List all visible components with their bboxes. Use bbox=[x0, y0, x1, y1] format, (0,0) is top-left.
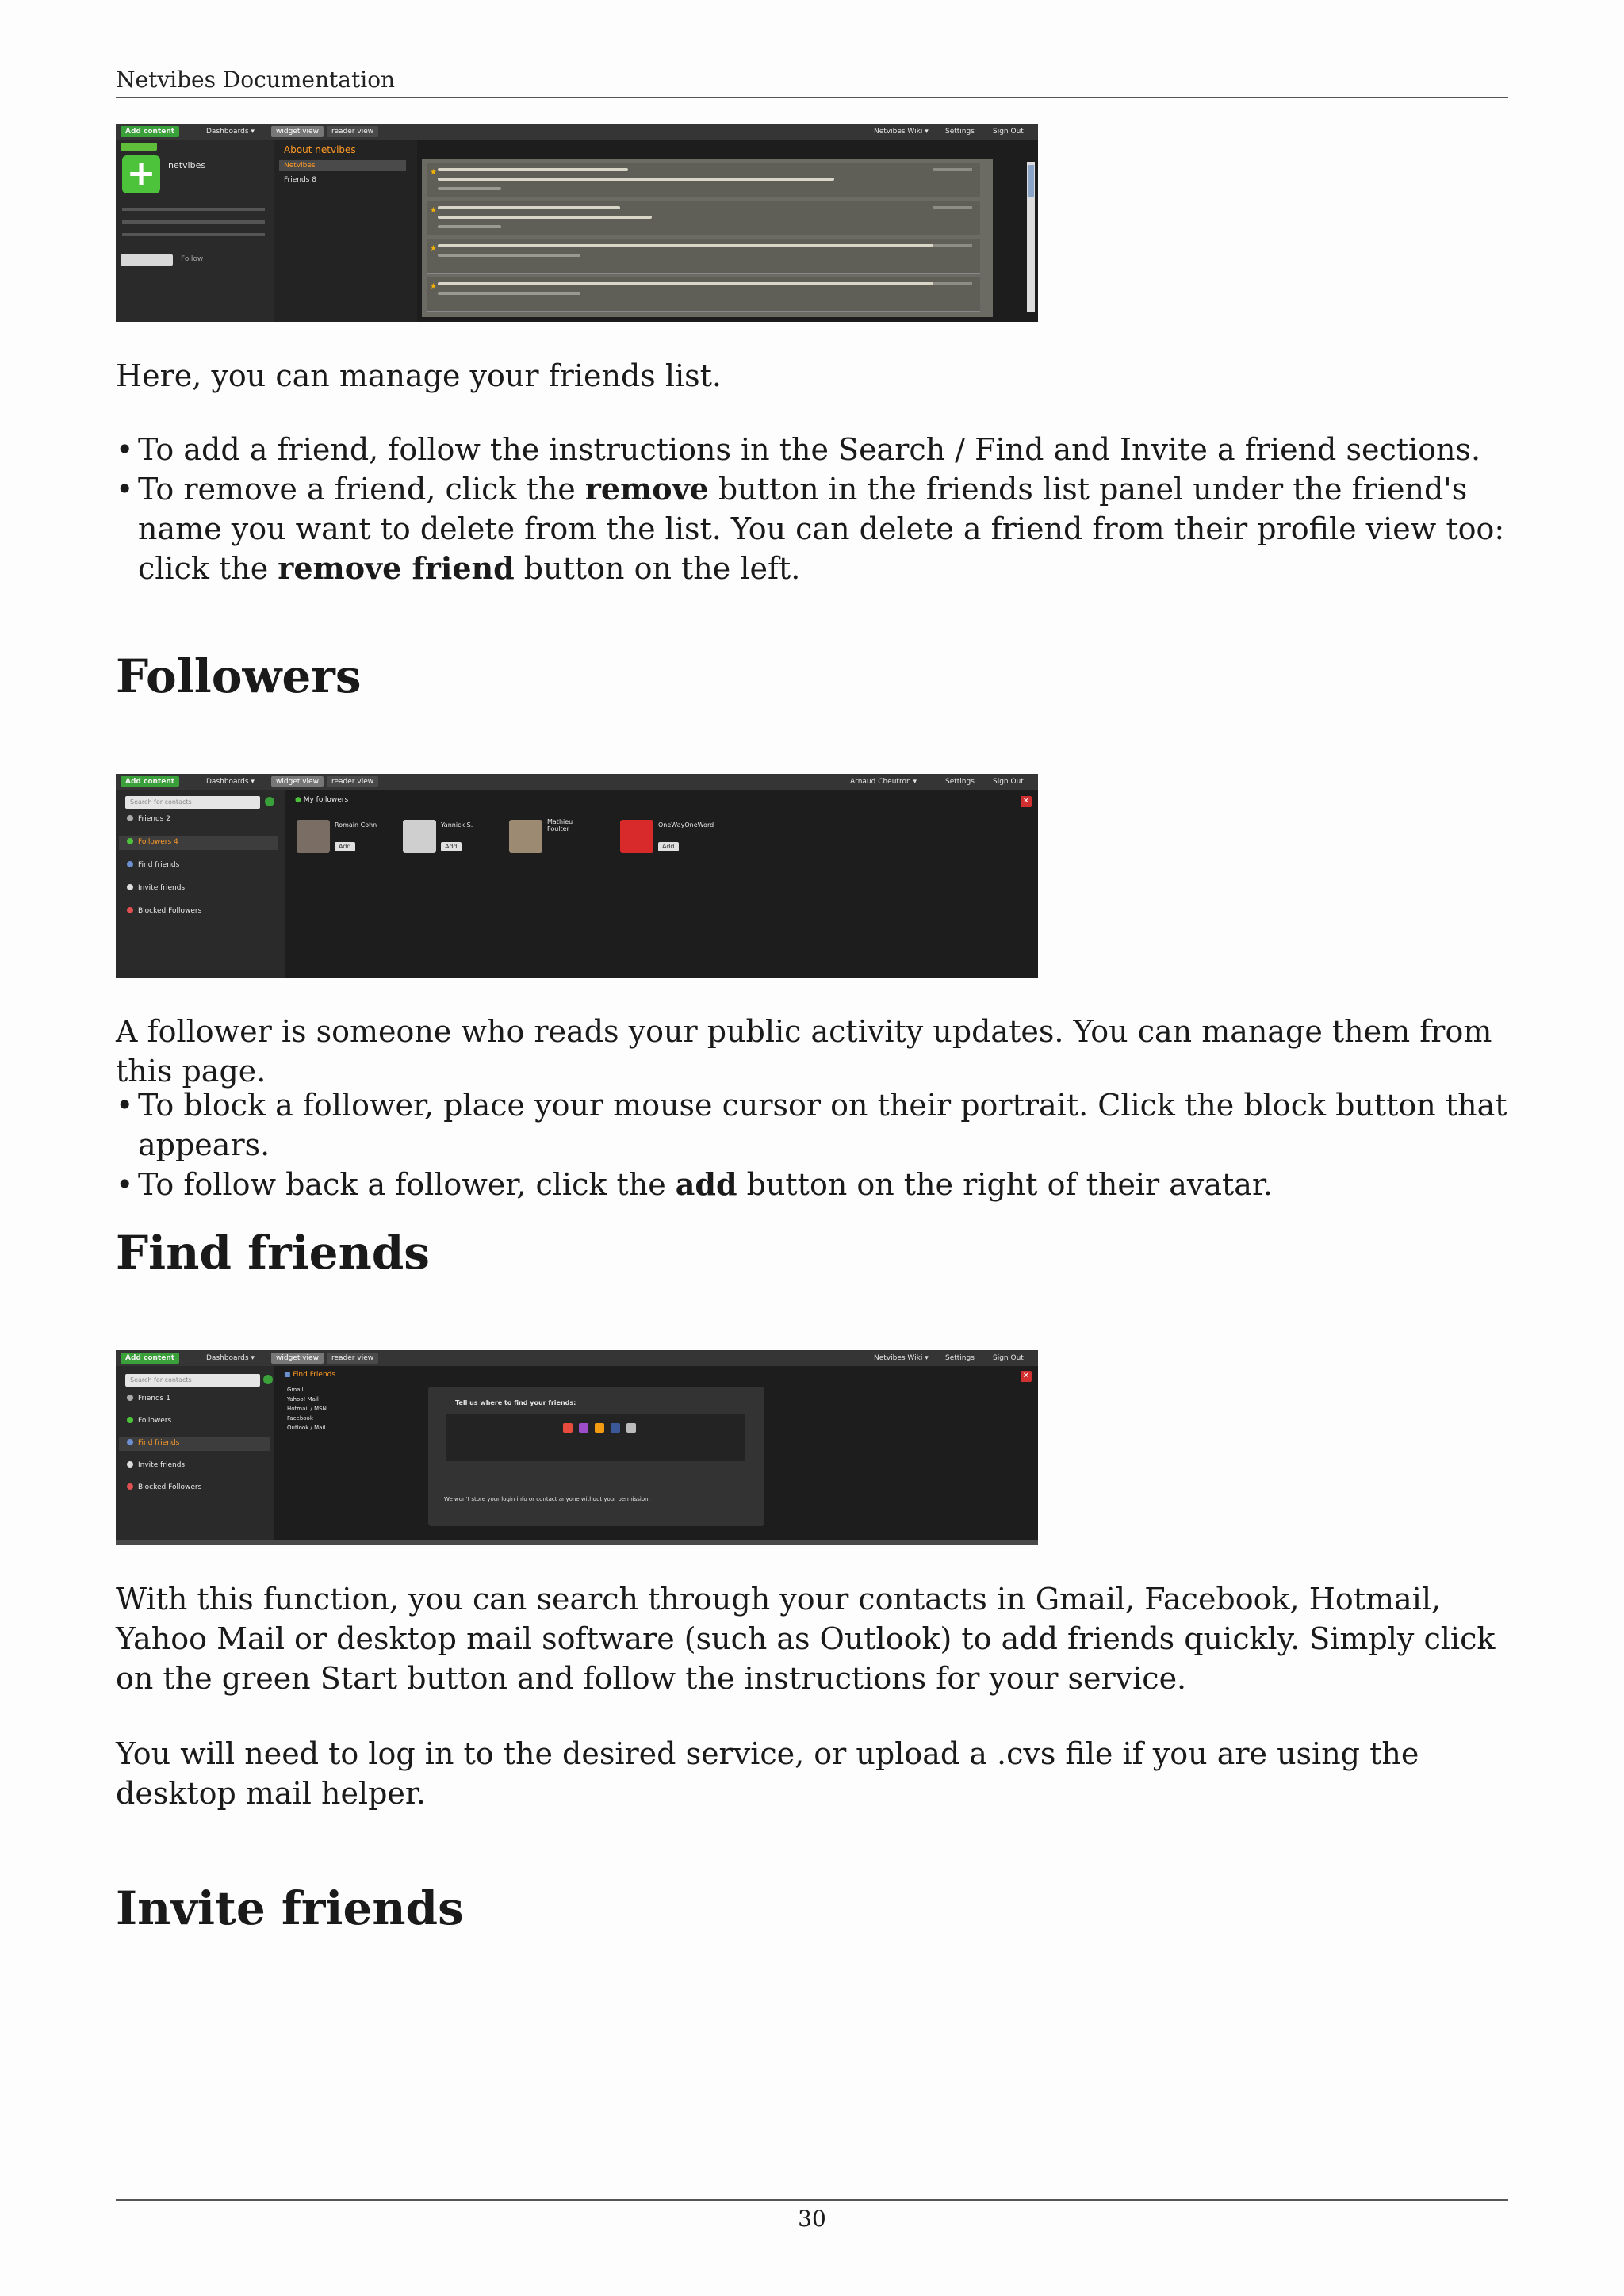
new-badge bbox=[121, 143, 157, 151]
close-icon[interactable]: ✕ bbox=[1021, 1371, 1032, 1382]
profile-sidebar bbox=[116, 140, 274, 322]
find-friends-box bbox=[428, 1387, 764, 1526]
followers-icon bbox=[127, 838, 133, 844]
info-line bbox=[122, 208, 265, 211]
remove-friend-button[interactable] bbox=[121, 254, 173, 266]
yahoo-icon[interactable] bbox=[579, 1423, 588, 1433]
settings-link[interactable]: Settings bbox=[945, 128, 975, 136]
search-input[interactable]: Search for contacts bbox=[125, 796, 260, 809]
wiki-menu[interactable]: Netvibes Wiki ▾ bbox=[874, 1354, 929, 1362]
profile-name: netvibes bbox=[168, 160, 206, 170]
facebook-icon[interactable] bbox=[611, 1423, 620, 1433]
friends-icon bbox=[127, 815, 133, 821]
add-button[interactable]: Add bbox=[335, 842, 355, 851]
service-hotmail[interactable]: Hotmail / MSN bbox=[287, 1406, 327, 1412]
find-friends-paragraph-2: You will need to log in to the desired service, or upload a .cvs file if you are using the desktop mail helper. bbox=[116, 1736, 1419, 1811]
sign-out-link[interactable]: Sign Out bbox=[993, 1354, 1024, 1362]
sidebar-item-blocked[interactable]: Blocked Followers bbox=[127, 1483, 201, 1491]
feed-item bbox=[427, 239, 980, 274]
followers-bullets bbox=[116, 1085, 1511, 1204]
feed-item bbox=[427, 277, 980, 312]
sidebar-item-blocked[interactable]: Blocked Followers bbox=[127, 907, 201, 915]
profile-screenshot bbox=[116, 124, 1038, 322]
toolbar bbox=[116, 774, 1038, 790]
settings-link[interactable]: Settings bbox=[945, 778, 975, 786]
widget-view-tab[interactable]: widget view bbox=[271, 126, 324, 137]
list-item: • To block a follower, place your mouse cursor on their portrait. Click the block button that appears. bbox=[116, 1085, 1511, 1165]
profile-tabs-column bbox=[274, 140, 417, 322]
follower-name: Mathieu Foulter bbox=[547, 818, 573, 832]
find-friends-heading: Find friends bbox=[116, 1226, 430, 1280]
toolbar bbox=[116, 1350, 1038, 1366]
box-title: Tell us where to find your friends: bbox=[455, 1399, 576, 1406]
list-item: • To follow back a follower, click the add button on the right of their avatar. bbox=[116, 1165, 1511, 1204]
close-icon[interactable]: ✕ bbox=[1021, 796, 1032, 807]
search-go-icon[interactable] bbox=[265, 797, 274, 806]
settings-link[interactable]: Settings bbox=[945, 1354, 975, 1362]
gmail-icon[interactable] bbox=[563, 1423, 573, 1433]
friends-sidebar bbox=[116, 790, 285, 978]
avatar[interactable] bbox=[509, 820, 542, 853]
plus-logo-icon: + bbox=[122, 155, 160, 193]
sidebar-item-followers[interactable]: Followers 4 bbox=[127, 838, 178, 846]
dashboards-menu[interactable]: Dashboards ▾ bbox=[206, 1354, 255, 1362]
sidebar-item-find-friends[interactable]: Find friends bbox=[127, 861, 179, 869]
invite-icon bbox=[127, 1461, 133, 1468]
header-rule bbox=[116, 97, 1508, 98]
feed-item bbox=[427, 201, 980, 235]
service-outlook[interactable]: Outlook / Mail bbox=[287, 1425, 326, 1431]
friends-icon bbox=[127, 1395, 133, 1401]
avatar[interactable] bbox=[403, 820, 436, 853]
sidebar-item-invite-friends[interactable]: Invite friends bbox=[127, 884, 185, 892]
feed-scrollbar[interactable] bbox=[1027, 162, 1035, 312]
add-button[interactable]: Add bbox=[441, 842, 462, 851]
running-header: Netvibes Documentation bbox=[116, 67, 396, 93]
sign-out-link[interactable]: Sign Out bbox=[993, 778, 1024, 786]
list-item: • To add a friend, follow the instructions in the Search / Find and Invite a friend sections. bbox=[116, 430, 1511, 469]
service-facebook[interactable]: Facebook bbox=[287, 1415, 313, 1422]
blocked-icon bbox=[127, 907, 133, 913]
tab-friends[interactable]: Friends 8 bbox=[284, 176, 316, 184]
follow-link[interactable]: Follow bbox=[181, 255, 204, 263]
box-note: We won't store your login info or contact anyone without your permission. bbox=[444, 1496, 650, 1502]
invite-friends-heading: Invite friends bbox=[116, 1881, 464, 1935]
service-gmail[interactable]: Gmail bbox=[287, 1387, 304, 1393]
info-line bbox=[122, 233, 265, 236]
star-icon: ★ bbox=[430, 206, 437, 215]
toolbar bbox=[116, 124, 1038, 140]
account-menu[interactable]: Arnaud Cheutron ▾ bbox=[850, 778, 917, 786]
followers-screenshot bbox=[116, 774, 1038, 978]
page-number: 30 bbox=[798, 2206, 826, 2232]
intro-paragraph: Here, you can manage your friends list. bbox=[116, 358, 722, 393]
reader-view-tab[interactable]: reader view bbox=[327, 1353, 378, 1364]
star-icon: ★ bbox=[430, 282, 437, 291]
follower-name: OneWayOneWord bbox=[658, 821, 714, 828]
sidebar-item-invite-friends[interactable]: Invite friends bbox=[127, 1461, 185, 1469]
about-title: About netvibes bbox=[284, 144, 356, 155]
invite-icon bbox=[127, 884, 133, 890]
service-icons-strip bbox=[446, 1414, 745, 1461]
sidebar-item-friends[interactable]: Friends 2 bbox=[127, 815, 170, 823]
feed-item bbox=[427, 163, 980, 197]
dashboards-menu[interactable]: Dashboards ▾ bbox=[206, 778, 255, 786]
bottom-bar bbox=[116, 1540, 1038, 1545]
panel-title: ■ Find Friends bbox=[284, 1371, 336, 1379]
followers-paragraph: A follower is someone who reads your public activity updates. You can manage them from this page. bbox=[116, 1014, 1492, 1089]
sidebar-item-friends[interactable]: Friends 1 bbox=[127, 1395, 170, 1402]
blocked-icon bbox=[127, 1483, 133, 1490]
followers-heading: Followers bbox=[116, 649, 362, 703]
wiki-menu[interactable]: Netvibes Wiki ▾ bbox=[874, 128, 929, 136]
list-item: • To remove a friend, click the remove button in the friends list panel under the friend's name you want to delete from the list. You can delete a friend from their profile view too: click the remove friend button on the left. bbox=[116, 469, 1511, 588]
sign-out-link[interactable]: Sign Out bbox=[993, 128, 1024, 136]
add-button[interactable]: Add bbox=[658, 842, 679, 851]
activity-feed bbox=[422, 159, 993, 317]
star-icon: ★ bbox=[430, 168, 437, 177]
find-friends-icon bbox=[127, 1439, 133, 1445]
service-yahoo[interactable]: Yahoo! Mail bbox=[287, 1396, 319, 1402]
add-content-button[interactable]: Add content bbox=[121, 126, 179, 137]
followers-icon: ● bbox=[295, 796, 301, 804]
sidebar-item-followers[interactable]: Followers bbox=[127, 1417, 171, 1425]
add-content-button[interactable]: Add content bbox=[121, 776, 179, 787]
follower-name: Romain Cohn bbox=[335, 821, 377, 828]
tab-netvibes[interactable]: Netvibes bbox=[284, 162, 316, 170]
search-go-icon[interactable] bbox=[263, 1375, 273, 1384]
avatar[interactable] bbox=[297, 820, 330, 853]
find-friends-paragraph-1: With this function, you can search through your contacts in Gmail, Facebook, Hotmail, Yahoo Mail or desktop mail software (such as Outlook) to add friends quickly. Simply click on the green Start button and follow the instructions for your service. bbox=[116, 1582, 1496, 1696]
reader-view-tab[interactable]: reader view bbox=[327, 126, 378, 137]
star-icon: ★ bbox=[430, 244, 437, 253]
follower-name: Yannick S. bbox=[441, 821, 473, 828]
info-line bbox=[122, 220, 265, 224]
friends-list-bullets bbox=[116, 430, 1511, 588]
widget-view-tab[interactable]: widget view bbox=[271, 776, 324, 787]
find-friends-icon: ■ bbox=[284, 1371, 291, 1379]
followers-icon bbox=[127, 1417, 133, 1423]
add-content-button[interactable]: Add content bbox=[121, 1353, 179, 1364]
panel-title: ● My followers bbox=[295, 796, 349, 804]
footer-rule bbox=[116, 2199, 1508, 2201]
widget-view-tab[interactable]: widget view bbox=[271, 1353, 324, 1364]
find-friends-icon bbox=[127, 861, 133, 867]
mail-icon[interactable] bbox=[626, 1423, 636, 1433]
friends-sidebar bbox=[116, 1366, 274, 1545]
search-input[interactable]: Search for contacts bbox=[125, 1374, 260, 1387]
sidebar-item-find-friends[interactable]: Find friends bbox=[127, 1439, 179, 1447]
hotmail-icon[interactable] bbox=[595, 1423, 604, 1433]
dashboards-menu[interactable]: Dashboards ▾ bbox=[206, 128, 255, 136]
avatar[interactable] bbox=[620, 820, 653, 853]
reader-view-tab[interactable]: reader view bbox=[327, 776, 378, 787]
find-friends-screenshot bbox=[116, 1350, 1038, 1545]
